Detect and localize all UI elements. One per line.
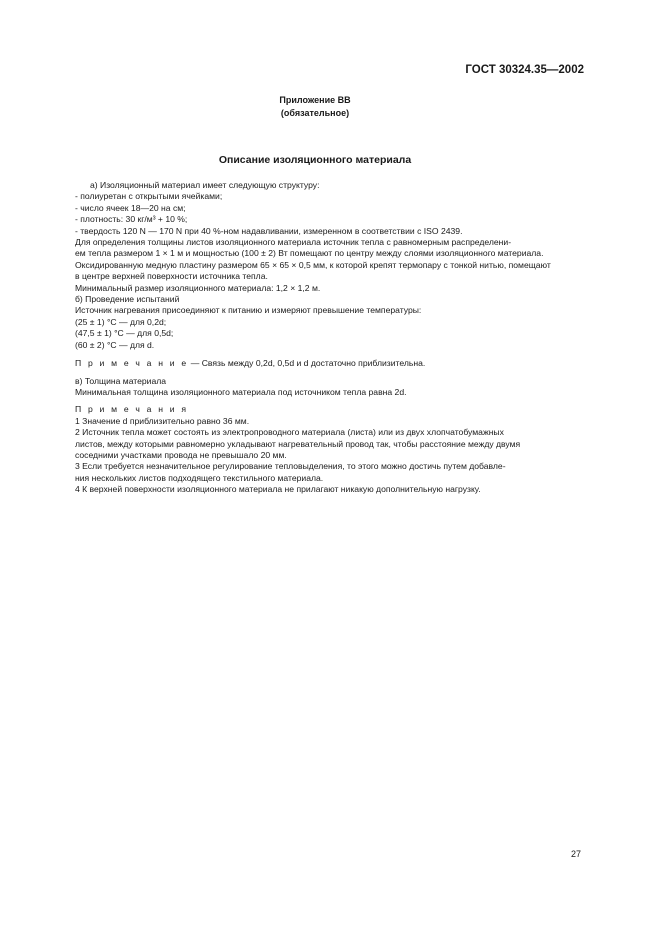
paragraph-line: Для определения толщины листов изоляционного материала источник тепла с равномерным распределени- [75,237,512,248]
note-item: 3 Если требуется незначительное регулирование тепловыделения, то этого можно достичь путем добавле- [75,461,506,472]
list-item: - число ячеек 18—20 на см; [75,202,186,213]
temperature-item: (60 ± 2) °С — для d. [75,339,155,350]
subsection-heading: б) Проведение испытаний [75,294,180,305]
paragraph-line: Минимальная толщина изоляционного материала под источником тепла равна 2d. [75,386,407,397]
page-number: 27 [570,849,581,859]
annex-status: (обязательное) [280,108,350,118]
section-title: Описание изоляционного материала [218,154,412,166]
notes-label: П р и м е ч а н и я [75,404,189,415]
paragraph-line: Источник нагревания присоединяют к питанию и измеряют превышение температуры: [75,305,422,316]
note-item: 2 Источник тепла может состоять из электропроводного материала (листа) или из двух хлопчатобумажных [75,427,504,438]
standard-number: ГОСТ 30324.35—2002 [465,64,584,76]
document-body [75,180,584,496]
paragraph-line: в центре верхней поверхности источника тепла. [75,271,268,282]
paragraph-line: Минимальный размер изоляционного материала: 1,2 × 1,2 м. [75,282,321,293]
paragraph-line: а) Изоляционный материал имеет следующую структуру: [90,180,320,190]
note-item: соседними участками провода не превышало 20 мм. [75,449,287,460]
paragraph-line: Оксидированную медную пластину размером 65 × 65 × 0,5 мм, к которой крепят термопару с тонкой нитью, помещают [75,259,551,270]
note-item: листов, между которыми равномерно укладывают нагревательный провод так, чтобы расстояние между двумя [75,438,521,449]
list-item: - твердость 120 N — 170 N при 40 %-ном надавливании, измеренном в соответствии с ISO 2439. [75,225,463,236]
paragraph-line: ем тепла размером 1 × 1 м и мощностью (100 ± 2) Вт помещают по центру между слоями изоляционного материала. [75,248,544,259]
list-item: - плотность: 30 кг/м³ + 10 %; [75,214,188,225]
temperature-item: (25 ± 1) °С — для 0,2d; [75,316,167,327]
note-label: П р и м е ч а н и е [75,358,189,369]
note-item: 1 Значение d приблизительно равно 36 мм. [75,415,250,426]
subsection-heading: в) Толщина материала [75,375,167,386]
annex-title: Приложение ВВ [279,95,351,105]
note-item: ния нескольких листов подходящего текстильного материала. [75,472,324,483]
note-item: 4 К верхней поверхности изоляционного материала не прилагают никакую дополнительную нагрузку. [75,484,481,495]
note [75,358,584,369]
list-item: - полиуретан с открытыми ячейками; [75,191,223,202]
temperature-item: (47,5 ± 1) °С — для 0,5d; [75,328,174,339]
note-text: — Связь между 0,2d, 0,5d и d достаточно приблизительна. [188,358,426,369]
